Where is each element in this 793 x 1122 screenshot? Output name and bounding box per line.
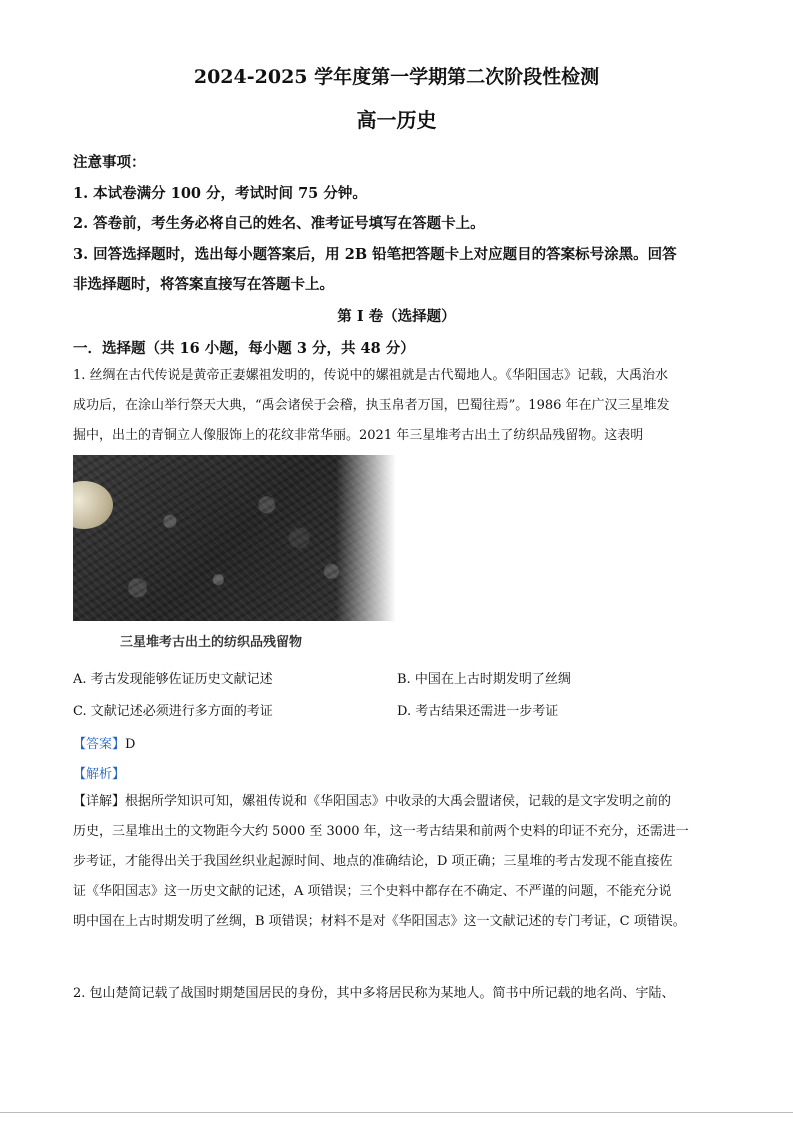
detail-label: 【详解】	[73, 794, 126, 809]
detail-line-2: 历史，三星堆出土的文物距今大约 5000 至 3000 年，这一考古结果和前两个史料的印证不充分，还需进一	[73, 824, 689, 839]
photo-fade	[336, 455, 396, 621]
detail-line-1-text: 根据所学知识可知，嫘祖传说和《华阳国志》中收录的大禹会盟诸侯，记载的是文字发明之前的	[125, 794, 672, 809]
detail-line-4: 证《华阳国志》这一历史文献的记述，A 项错误；三个史料中都存在不确定、不严谨的问题，不能充分说	[73, 884, 672, 899]
detail-line-1	[73, 787, 725, 817]
q1-line-2: 成功后，在涂山举行祭天大典，“禹会诸侯于会稽，执玉帛者万国，巴蜀往焉”。1986 年在广汉三星堆发	[73, 398, 670, 413]
q1-line-1: 1. 丝绸在古代传说是黄帝正妻嫘祖发明的，传说中的嫘祖就是古代蜀地人。《华阳国志》记载，大禹治水	[73, 368, 669, 383]
section-title: 第 I 卷（选择题）	[337, 308, 456, 325]
exam-subject: 高一历史	[356, 108, 437, 132]
option-b: B. 中国在上古时期发明了丝绸	[397, 672, 571, 687]
option-c: C. 文献记述必须进行多方面的考证	[73, 704, 273, 719]
option-d: D. 考古结果还需进一步考证	[397, 704, 559, 719]
notice-item-3-cont: 非选择题时，将答案直接写在答题卡上。	[73, 276, 334, 293]
q1-line-3: 掘中，出土的青铜立人像服饰上的花纹非常华丽。2021 年三星堆考古出土了纺织品残留物。这表明	[73, 428, 644, 443]
analysis-row	[73, 763, 125, 782]
part-title: 一．选择题（共 16 小题，每小题 3 分，共 48 分）	[73, 340, 415, 357]
notice-item-2: 2. 答卷前，考生务必将自己的姓名、准考证号填写在答题卡上。	[73, 215, 485, 232]
notice-item-3: 3. 回答选择题时，选出每小题答案后，用 2B 铅笔把答题卡上对应题目的答案标号涂黑。回答	[73, 246, 677, 263]
photo-caption: 三星堆考古出土的纺织品残留物	[120, 635, 303, 650]
detail-paragraph	[73, 787, 725, 937]
textile-residue-photo	[73, 455, 396, 621]
option-a: A. 考古发现能够佐证历史文献记述	[73, 672, 273, 687]
question-2-stem: 2. 包山楚简记载了战国时期楚国居民的身份，其中多将居民称为某地人。简书中所记载的地名尚、宇陆、	[73, 986, 675, 1001]
analysis-label: 【解析】	[73, 767, 126, 782]
question-1-stem	[73, 361, 725, 451]
notice-item-1: 1. 本试卷满分 100 分，考试时间 75 分钟。	[73, 185, 367, 202]
detail-line-5: 明中国在上古时期发明了丝绸，B 项错误；材料不是对《华阳国志》这一文献记述的专门考证，C 项错误。	[73, 914, 686, 929]
exam-title: 2024-2025 学年度第一学期第二次阶段性检测	[193, 66, 600, 88]
page-bottom-rule	[0, 1112, 793, 1113]
answer-row	[73, 733, 135, 752]
detail-line-3: 步考证，才能得出关于我国丝织业起源时间、地点的准确结论，D 项正确；三星堆的考古发现不能直接佐	[73, 854, 673, 869]
answer-value: D	[125, 737, 136, 752]
notice-heading: 注意事项：	[73, 154, 146, 171]
answer-label: 【答案】	[73, 737, 126, 752]
